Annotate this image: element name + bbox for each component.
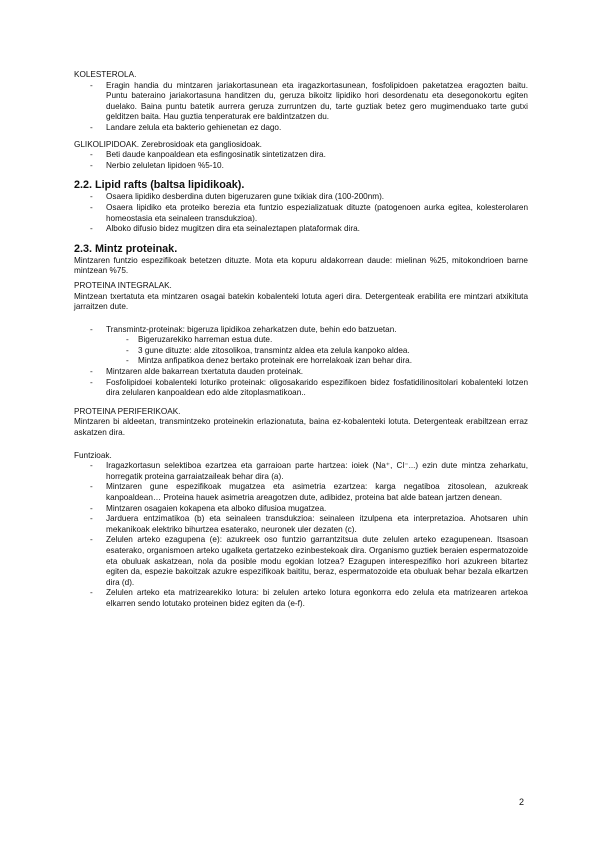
list-item: - Jarduera entzimatikoa (b) eta seinaleen transdukzioa: seinaleen itzulpena eta interpretazioa. Ahotsaren uhin mekanikoak elektriko bihurtzea esaterako, neuronek uler dezaten (c). — [90, 514, 528, 534]
lipid-rafts-heading: 2.2. Lipid rafts (baltsa lipidikoak). — [74, 179, 245, 192]
lipid-rafts-list — [74, 192, 528, 234]
page-number: 2 — [519, 797, 525, 807]
funtzioak-list — [74, 461, 528, 609]
list-item: - Transmintz-proteinak: bigeruza lipidikoa zeharkatzen dute, behin edo batzuetan. — [90, 324, 397, 334]
integralak-list — [74, 325, 528, 336]
kolesterola-heading: KOLESTEROLA. — [74, 70, 137, 79]
periferikoak-heading: PROTEINA PERIFERIKOAK. — [74, 406, 181, 416]
integralak-intro: Mintzean txertatuta eta mintzaren osagai batekin kobalenteki lotuta ageri dira. Detergenteak erabilita ere mintzari atxikituta jarraitzen dute. — [74, 291, 528, 312]
list-item: - Nerbio zeluletan lipidoen %5-10. — [90, 160, 224, 170]
mintz-proteinak-intro: Mintzaren funtzio espezifikoak betetzen dituzte. Mota eta kopuru aldakorrean daude: mielinan %25, mitokondrioen barne mintzean %75. — [74, 255, 528, 276]
list-item: - Osaera lipidiko desberdina duten bigeruzaren gune txikiak dira (100-200nm). — [90, 192, 385, 202]
list-item: - Mintzaren alde bakarrean txertatuta dauden proteinak. — [90, 367, 304, 377]
list-item: - Eragin handia du mintzaren jariakortasunean eta iragazkortasunean, fosfolipidoen paketatzea eragozten baitu. Puntu bateraino jariakortasuna handitzen du, geruza bikoitz lipidiko hori desordenatu eta desegonokortu egiten duelako. Baina puntu batetik aurrera geruza zurruntzen du, tarte guztiak betez gero mugimenduako tarte gutxi gelditzen baita. Hau guztia tenperaturak ere baldintzatzen du. — [90, 80, 528, 122]
list-item: - Landare zelula eta bakterio gehienetan ez dago. — [90, 122, 282, 132]
list-item: - Osaera lipidiko eta proteiko berezia eta funtzio espezializatuak dituzte (patogenoen aurka egitea, kolesterolaren homeostasia eta seinaleen transdukzioa). — [90, 202, 528, 223]
integralak-list-more — [74, 367, 528, 399]
periferikoak-text: Mintzaren bi aldeetan, transmintzeko proteinekin erlazionatuta, baina ez-kobalenteki lotuta. Detergenteak erabiltzean erraz askatzen dira. — [74, 417, 528, 438]
list-item: - Zelulen arteko eta matrizearekiko lotura: bi zelulen arteko lotura egonkorra edo zelula eta matrizearen artekoa elkarren sendo lotutako proteinen bidez egiten da (e-f). — [90, 588, 528, 608]
list-item: - Beti daude kanpoaldean eta esfingosinatik sintetizatzen dira. — [90, 150, 326, 160]
transmintz-sublist — [74, 335, 528, 367]
glikolipidoak-heading: GLIKOLIPIDOAK. Zerebrosidoak eta gangliosidoak. — [74, 139, 262, 149]
list-item: - Mintzaren osagaien kokapena eta alboko difusioa mugatzea. — [90, 503, 327, 513]
glikolipidoak-list — [74, 150, 528, 171]
mintz-proteinak-heading: 2.3. Mintz proteinak. — [74, 242, 178, 255]
list-item: - 3 gune dituzte: alde zitosolikoa, transmintz aldea eta zelula kanpoko aldea. — [126, 345, 410, 355]
list-item: - Mintzaren gune espezifikoak mugatzea eta asimetria ezartzea: karga negatiboa zitosolean, azukreak kanpoaldean… Proteina hauek asimetria areagotzen dute, adibidez, proteina bat alde batean jartzen denean. — [90, 482, 528, 502]
list-item: - Zelulen arteko ezagupena (e): azukreek oso funtzio garrantzitsua dute zelulen arteko ezagupenean. Itsasoan esaterako, organismoen arteko ugalketa gertatzeko ezinbestekoak dira. Organismo guztiek beraien espermatozoide eta obuluak askatzean, nola da posible modu egokian lotzea? Ezagupen interespezifiko hori azukreen bitartez egiten da, espezie bakoitzak azukre espezifikoak baititu, beraz, espermatozoide eta obuluak behar bezala elkartzen dira (d). — [90, 535, 528, 587]
list-item: - Fosfolipidoei kobalenteki loturiko proteinak: oligosakarido espezifikoen bidez fosfatidilinositolari kobalenteki lotzen dira zelularen kanpoaldean edo alde zitoplasmatikoan.. — [90, 377, 528, 398]
document-page — [74, 70, 528, 610]
integralak-heading: PROTEINA INTEGRALAK. — [74, 280, 172, 290]
list-item: - Alboko difusio bidez mugitzen dira eta seinaleztapen plataformak dira. — [90, 224, 360, 234]
list-item: - Iragazkortasun selektiboa ezartzea eta garraioan parte hartzea: ioiek (Na⁺, Cl⁻...) ezin dute mintza zeharkatu, horregatik proteina garraiatzaileak behar dira (a). — [90, 461, 528, 481]
list-item: - Bigeruzarekiko harreman estua dute. — [126, 335, 273, 345]
kolesterola-list — [74, 81, 528, 134]
funtzioak-heading: Funtzioak. — [74, 450, 112, 460]
list-item: - Mintza anfipatikoa denez bertako proteinak ere horrelakoak izan behar dira. — [126, 356, 412, 366]
